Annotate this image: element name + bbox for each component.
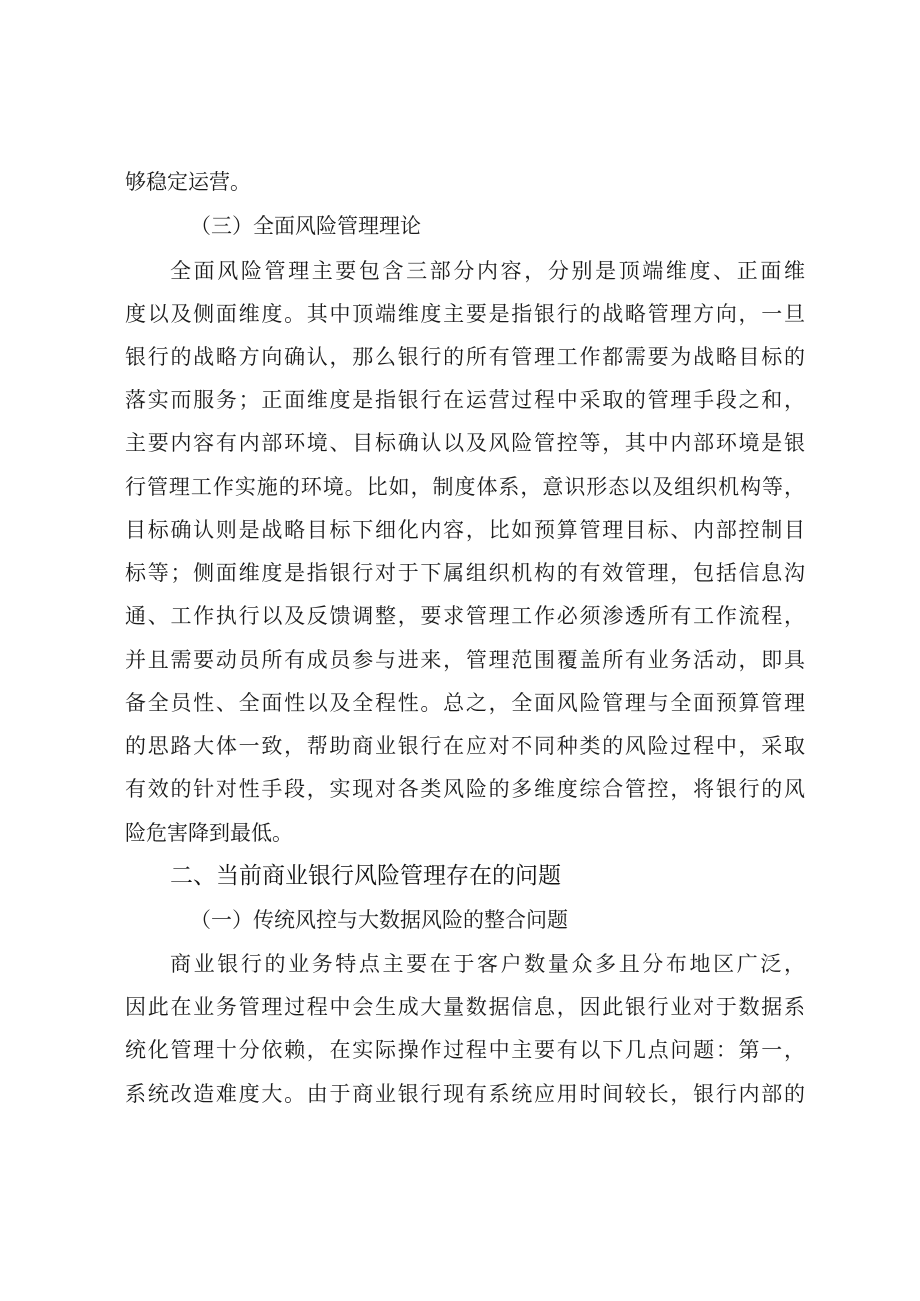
paragraph-line: 险危害降到最低。 bbox=[125, 821, 293, 845]
paragraph-line: 有效的针对性手段，实现对各类风险的多维度综合管控，将银行的风 bbox=[125, 777, 805, 801]
section-subheading: （三）全面风险管理理论 bbox=[190, 214, 421, 238]
paragraph-line: 统化管理十分依赖，在实际操作过程中主要有以下几点问题：第一， bbox=[125, 1038, 805, 1062]
paragraph-line: 因此在业务管理过程中会生成大量数据信息，因此银行业对于数据系 bbox=[125, 995, 805, 1019]
paragraph-line: 银行的战略方向确认，那么银行的所有管理工作都需要为战略目标的 bbox=[125, 345, 805, 369]
paragraph-line: 通、工作执行以及反馈调整，要求管理工作必须渗透所有工作流程， bbox=[125, 604, 805, 628]
paragraph-line: 主要内容有内部环境、目标确认以及风险管控等，其中内部环境是银 bbox=[125, 431, 805, 455]
paragraph-line: 系统改造难度大。由于商业银行现有系统应用时间较长，银行内部的 bbox=[125, 1082, 805, 1106]
section-heading: 二、当前商业银行风险管理存在的问题 bbox=[170, 863, 561, 889]
paragraph-line: 全面风险管理主要包含三部分内容，分别是顶端维度、正面维 bbox=[170, 259, 805, 283]
paragraph-line: 商业银行的业务特点主要在于客户数量众多且分布地区广泛， bbox=[170, 952, 805, 976]
paragraph-line: 并且需要动员所有成员参与进来，管理范围覆盖所有业务活动，即具 bbox=[125, 648, 805, 672]
paragraph-line: 度以及侧面维度。其中顶端维度主要是指银行的战略管理方向，一旦 bbox=[125, 302, 805, 326]
paragraph-line: 行管理工作实施的环境。比如，制度体系，意识形态以及组织机构等， bbox=[125, 475, 805, 499]
paragraph-line: 够稳定运营。 bbox=[125, 170, 251, 194]
paragraph-line: 落实而服务；正面维度是指银行在运营过程中采取的管理手段之和， bbox=[125, 388, 805, 412]
paragraph-line: 目标确认则是战略目标下细化内容，比如预算管理目标、内部控制目 bbox=[125, 518, 805, 542]
paragraph-line: 标等；侧面维度是指银行对于下属组织机构的有效管理，包括信息沟 bbox=[125, 561, 805, 585]
section-subheading: （一）传统风控与大数据风险的整合问题 bbox=[190, 908, 568, 932]
paragraph-line: 备全员性、全面性以及全程性。总之，全面风险管理与全面预算管理 bbox=[125, 691, 805, 715]
paragraph-line: 的思路大体一致，帮助商业银行在应对不同种类的风险过程中，采取 bbox=[125, 734, 805, 758]
